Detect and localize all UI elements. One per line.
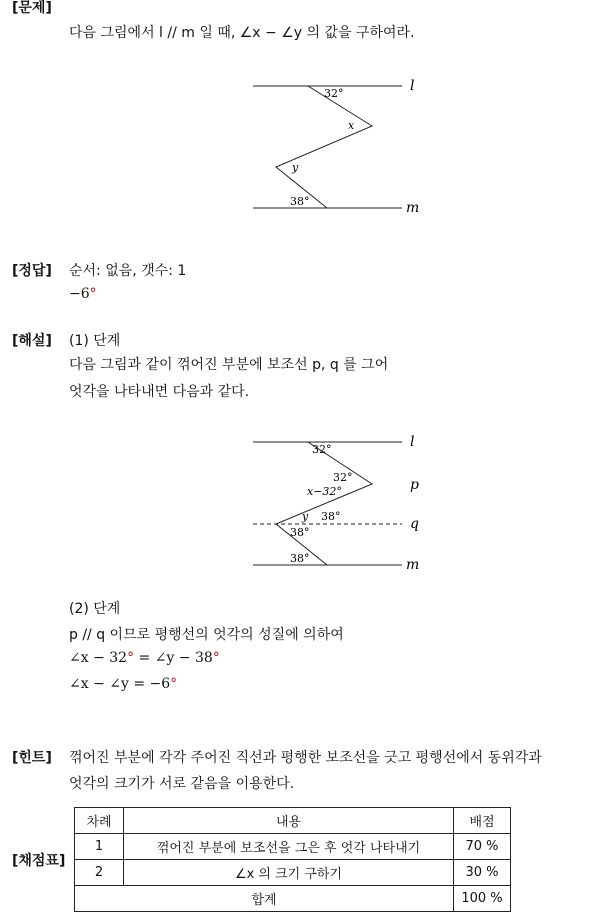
label-m: m bbox=[406, 200, 420, 216]
table-row bbox=[75, 860, 511, 886]
equation-1: ∠x − 32° = ∠y − 38° bbox=[69, 650, 220, 666]
row-content: 꺾어진 부분에 보조선을 그은 후 엇각 나타내기 bbox=[124, 834, 454, 860]
angle-top-label: 32° bbox=[324, 87, 344, 100]
table-total-row bbox=[75, 886, 511, 912]
answer-value: −6° bbox=[69, 286, 97, 302]
angle-32-label: 32° bbox=[333, 471, 353, 484]
table-header-row bbox=[75, 808, 511, 834]
figure-auxiliary-lines bbox=[240, 428, 440, 578]
problem-statement: 다음 그림에서 l // m 일 때, ∠x − ∠y 의 값을 구하여라. bbox=[69, 25, 415, 41]
solution-tag: [해설] bbox=[12, 333, 52, 349]
header-order: 차례 bbox=[75, 808, 124, 834]
hint-line2: 엇각의 크기가 서로 같음을 이용한다. bbox=[69, 776, 295, 792]
angle-y-label: y bbox=[302, 510, 309, 523]
row-points: 70 % bbox=[454, 834, 511, 860]
header-content: 내용 bbox=[124, 808, 454, 834]
step1-line1: 다음 그림과 같이 꺾어진 부분에 보조선 p, q 를 그어 bbox=[69, 357, 389, 373]
hint-tag: [힌트] bbox=[12, 750, 52, 766]
angle-38a-label: 38° bbox=[321, 510, 341, 523]
row-order: 1 bbox=[75, 834, 124, 860]
angle-x-label: x bbox=[348, 119, 355, 132]
angle-y-label: y bbox=[292, 161, 299, 174]
step2-line1: p // q 이므로 평행선의 엇각의 성질에 의하여 bbox=[69, 627, 344, 643]
label-q: q bbox=[410, 516, 419, 532]
table-row bbox=[75, 834, 511, 860]
angle-x32-label: x−32° bbox=[307, 485, 342, 498]
header-points: 배점 bbox=[454, 808, 511, 834]
problem-tag: [문제] bbox=[12, 0, 52, 16]
step2-title: (2) 단계 bbox=[69, 601, 121, 617]
step1-line2: 엇각을 나타내면 다음과 같다. bbox=[69, 384, 250, 400]
zigzag-line bbox=[276, 86, 372, 208]
answer-tag: [정답] bbox=[12, 263, 52, 279]
angle-38b-label: 38° bbox=[290, 526, 310, 539]
scoring-table bbox=[74, 807, 511, 912]
step1-title: (1) 단계 bbox=[69, 333, 121, 349]
zigzag-line bbox=[276, 442, 372, 565]
answer-meta: 순서: 없음, 갯수: 1 bbox=[69, 263, 187, 279]
label-m: m bbox=[406, 557, 420, 573]
label-p: p bbox=[410, 477, 419, 493]
equation-2: ∠x − ∠y = −6° bbox=[69, 676, 178, 692]
label-l: l bbox=[410, 434, 415, 450]
label-l: l bbox=[410, 78, 415, 94]
row-content: ∠x 의 크기 구하기 bbox=[124, 860, 454, 886]
scoring-tag: [채점표] bbox=[12, 853, 66, 869]
figure-parallel-lines bbox=[240, 70, 440, 220]
hint-line1: 꺾어진 부분에 각각 주어진 직선과 평행한 보조선을 긋고 평행선에서 동위각과 bbox=[69, 750, 542, 766]
total-points: 100 % bbox=[454, 886, 511, 912]
row-order: 2 bbox=[75, 860, 124, 886]
angle-bottom-label: 38° bbox=[290, 195, 310, 208]
angle-top-label: 32° bbox=[312, 443, 332, 456]
total-label: 합계 bbox=[75, 886, 454, 912]
angle-bottom-label: 38° bbox=[290, 552, 310, 565]
row-points: 30 % bbox=[454, 860, 511, 886]
